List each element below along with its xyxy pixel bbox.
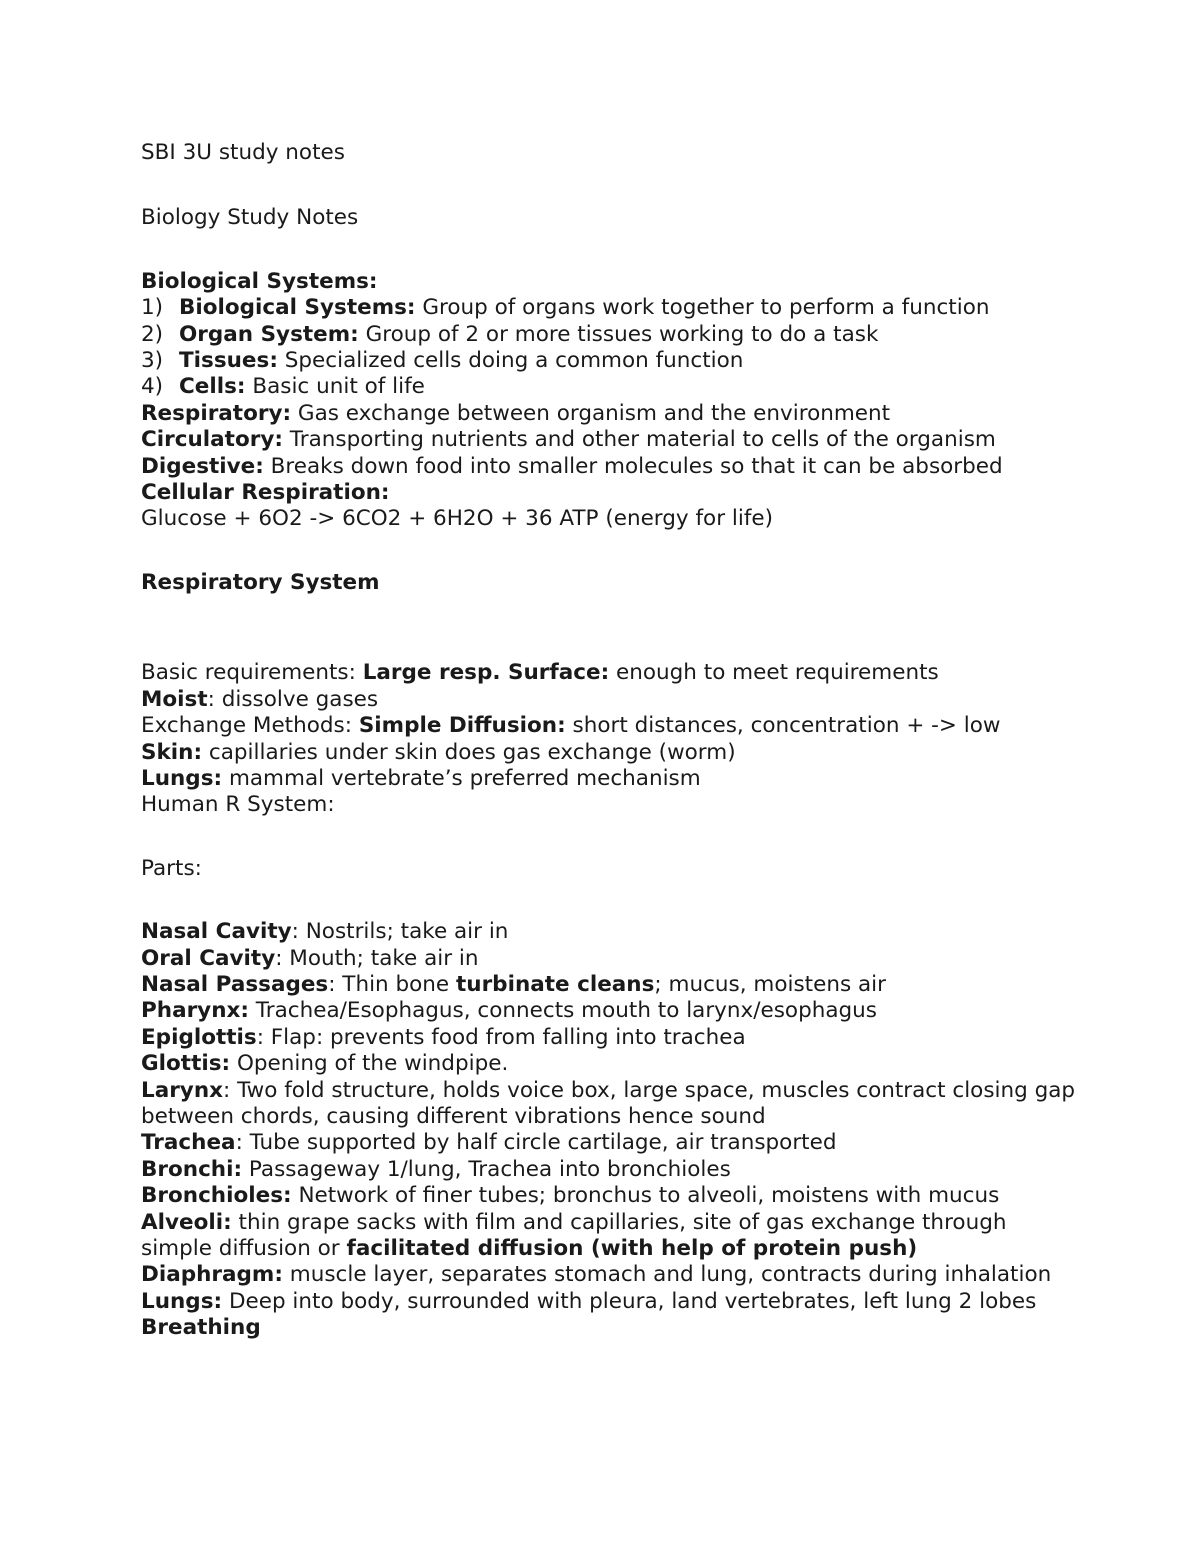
definition-circulatory: Circulatory: Transporting nutrients and other material to cells of the organism <box>141 427 996 453</box>
part-oral-cavity: Oral Cavity: Mouth; take air in <box>141 945 479 971</box>
list-item: 1) Biological Systems: Group of organs work together to perform a function <box>141 295 990 321</box>
parts-label: Parts: <box>141 855 202 881</box>
part-diaphragm: Diaphragm: muscle layer, separates stomach and lung, contracts during inhalation <box>141 1262 1052 1288</box>
doc-subtitle: Biology Study Notes <box>141 205 359 231</box>
human-r-system: Human R System: <box>141 792 335 818</box>
part-nasal-cavity: Nasal Cavity: Nostrils; take air in <box>141 919 509 945</box>
skin-line: Skin: capillaries under skin does gas exchange (worm) <box>141 739 736 765</box>
part-trachea: Trachea: Tube supported by half circle cartilage, air transported <box>141 1130 837 1156</box>
breathing-heading: Breathing <box>141 1315 261 1341</box>
cellular-respiration-heading: Cellular Respiration: <box>141 480 390 506</box>
bio-systems-heading: Biological Systems: <box>141 268 378 294</box>
part-nasal-passages: Nasal Passages: Thin bone turbinate cleans; mucus, moistens air <box>141 971 886 997</box>
doc-title: SBI 3U study notes <box>141 140 345 165</box>
basic-requirements: Basic requirements: Large resp. Surface: enough to meet requirements <box>141 660 939 686</box>
document-page <box>141 140 1081 1342</box>
respiration-equation: Glucose + 6O2 -> 6CO2 + 6H2O + 36 ATP (energy for life) <box>141 506 774 532</box>
list-item: 4) Cells: Basic unit of life <box>141 374 425 400</box>
list-item: 3) Tissues: Specialized cells doing a common function <box>141 348 744 374</box>
part-epiglottis: Epiglottis: Flap: prevents food from falling into trachea <box>141 1024 746 1050</box>
part-larynx: Larynx: Two fold structure, holds voice box, large space, muscles contract closing gap between chords, causing different vibrations hence sound <box>141 1077 1076 1129</box>
part-lungs: Lungs: Deep into body, surrounded with pleura, land vertebrates, left lung 2 lobes <box>141 1288 1037 1314</box>
definition-digestive: Digestive: Breaks down food into smaller molecules so that it can be absorbed <box>141 453 1003 479</box>
part-pharynx: Pharynx: Trachea/Esophagus, connects mouth to larynx/esophagus <box>141 998 878 1024</box>
exchange-methods: Exchange Methods: Simple Diffusion: short distances, concentration + -> low <box>141 713 1001 739</box>
moist-line: Moist: dissolve gases <box>141 686 379 712</box>
definition-respiratory: Respiratory: Gas exchange between organism and the environment <box>141 400 891 426</box>
part-bronchioles: Bronchioles: Network of finer tubes; bronchus to alveoli, moistens with mucus <box>141 1183 1000 1209</box>
part-bronchi: Bronchi: Passageway 1/lung, Trachea into bronchioles <box>141 1156 731 1182</box>
respiratory-system-heading: Respiratory System <box>141 569 380 595</box>
lungs-method-line: Lungs: mammal vertebrate’s preferred mechanism <box>141 765 701 791</box>
list-item: 2) Organ System: Group of 2 or more tissues working to do a task <box>141 321 879 347</box>
part-alveoli: Alveoli: thin grape sacks with film and capillaries, site of gas exchange through simple diffusion or facilitated diffusion (with help of protein push) <box>141 1209 1007 1261</box>
part-glottis: Glottis: Opening of the windpipe. <box>141 1051 509 1077</box>
